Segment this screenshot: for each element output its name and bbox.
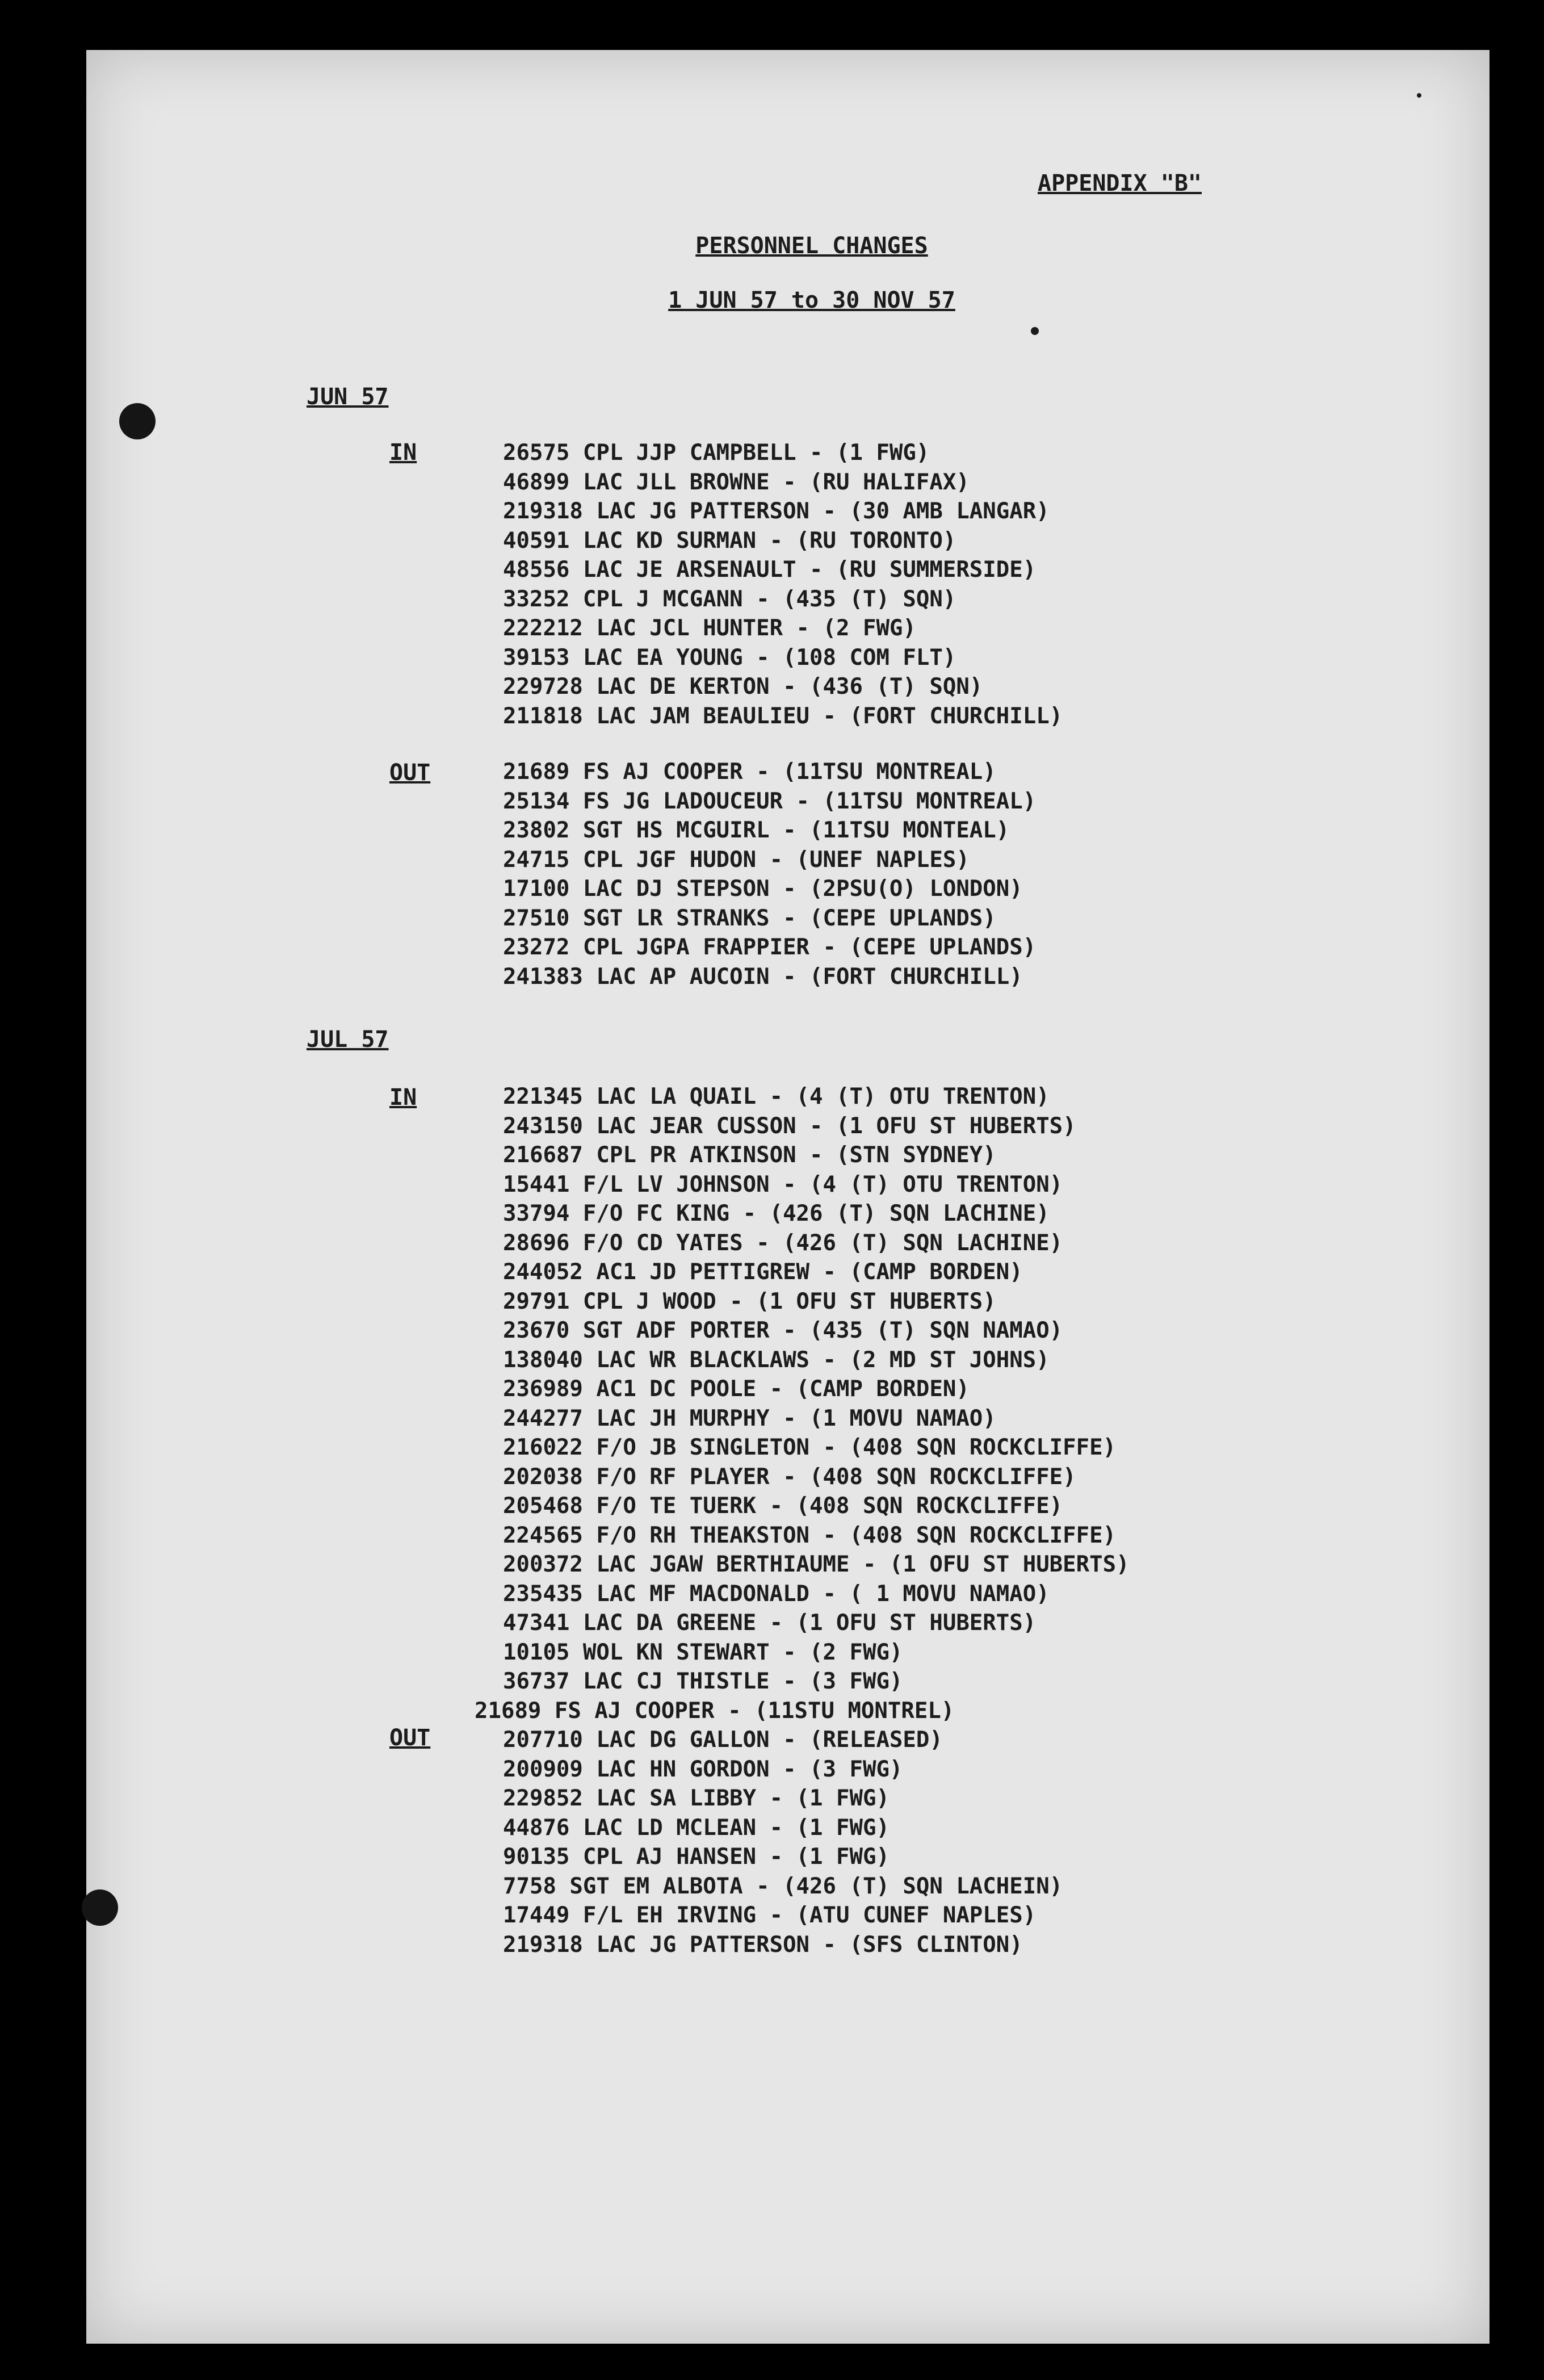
list-item: 39153 LAC EA YOUNG - (108 COM FLT) (503, 644, 956, 671)
document-period: 1 JUN 57 to 30 NOV 57 (668, 287, 955, 313)
document-title: PERSONNEL CHANGES (695, 233, 928, 259)
list-item: 21689 FS AJ COOPER - (11STU MONTREL) (475, 1698, 955, 1724)
list-item: 229728 LAC DE KERTON - (436 (T) SQN) (503, 674, 983, 699)
list-item: 211818 LAC JAM BEAULIEU - (FORT CHURCHILL) (503, 703, 1063, 729)
list-item: 244052 AC1 JD PETTIGREW - (CAMP BORDEN) (503, 1259, 1023, 1285)
list-item: 243150 LAC JEAR CUSSON - (1 OFU ST HUBERTS) (503, 1113, 1076, 1139)
list-item: 28696 F/O CD YATES - (426 (T) SQN LACHINE) (503, 1230, 1063, 1256)
list-item: 221345 LAC LA QUAIL - (4 (T) OTU TRENTON) (503, 1084, 1050, 1109)
list-item: 44876 LAC LD MCLEAN - (1 FWG) (503, 1815, 890, 1841)
list-item: 33252 CPL J MCGANN - (435 (T) SQN) (503, 586, 956, 612)
entry-list-jun-in (503, 438, 1063, 731)
list-item: 15441 F/L LV JOHNSON - (4 (T) OTU TRENTON) (503, 1171, 1063, 1197)
list-item: 26575 CPL JJP CAMPBELL - (1 FWG) (503, 440, 930, 466)
punch-hole-bottom (82, 1889, 118, 1926)
list-item: 205468 F/O TE TUERK - (408 SQN ROCKCLIFFE) (503, 1493, 1063, 1519)
list-item: 36737 LAC CJ THISTLE - (3 FWG) (503, 1669, 903, 1694)
list-item: 33794 F/O FC KING - (426 (T) SQN LACHINE) (503, 1201, 1050, 1226)
list-item: 17449 F/L EH IRVING - (ATU CUNEF NAPLES) (503, 1903, 1037, 1928)
list-item: 235435 LAC MF MACDONALD - ( 1 MOVU NAMAO) (503, 1581, 1050, 1607)
list-item: 216687 CPL PR ATKINSON - (STN SYDNEY) (503, 1142, 996, 1168)
ink-speck (1417, 93, 1421, 98)
list-item: 244277 LAC JH MURPHY - (1 MOVU NAMAO) (503, 1405, 996, 1431)
list-item: 200909 LAC HN GORDON - (3 FWG) (503, 1756, 903, 1782)
list-item: 241383 LAC AP AUCOIN - (FORT CHURCHILL) (503, 963, 1023, 990)
appendix-label: APPENDIX "B" (1038, 170, 1202, 196)
group-label-in: IN (389, 439, 417, 466)
ink-speck (1031, 327, 1039, 335)
list-item: 219318 LAC JG PATTERSON - (30 AMB LANGAR) (503, 498, 1050, 524)
list-item: 219318 LAC JG PATTERSON - (SFS CLINTON) (503, 1931, 1023, 1958)
list-item: 224565 F/O RH THEAKSTON - (408 SQN ROCKCLIFFE) (503, 1522, 1117, 1548)
month-heading-jul: JUL 57 (307, 1026, 389, 1053)
list-item: 48556 LAC JE ARSENAULT - (RU SUMMERSIDE) (503, 557, 1037, 583)
list-item: 46899 LAC JLL BROWNE - (RU HALIFAX) (503, 469, 970, 495)
list-item: 10105 WOL KN STEWART - (2 FWG) (503, 1639, 903, 1665)
list-item: 229852 LAC SA LIBBY - (1 FWG) (503, 1786, 890, 1811)
list-item: 7758 SGT EM ALBOTA - (426 (T) SQN LACHEIN) (503, 1873, 1063, 1899)
entry-list-jul-out (503, 1725, 1063, 1959)
entry-list-jul-in (475, 1082, 1130, 1725)
list-item: 40591 LAC KD SURMAN - (RU TORONTO) (503, 527, 956, 554)
list-item: 207710 LAC DG GALLON - (RELEASED) (503, 1727, 943, 1753)
punch-hole-top (119, 403, 156, 439)
list-item: 25134 FS JG LADOUCEUR - (11TSU MONTREAL) (503, 788, 1037, 814)
entry-list-jun-out (503, 757, 1036, 991)
list-item: 200372 LAC JGAW BERTHIAUME - (1 OFU ST HUBERTS) (503, 1552, 1130, 1577)
list-item: 23272 CPL JGPA FRAPPIER - (CEPE UPLANDS) (503, 935, 1037, 960)
list-item: 23670 SGT ADF PORTER - (435 (T) SQN NAMAO) (503, 1318, 1063, 1343)
list-item: 236989 AC1 DC POOLE - (CAMP BORDEN) (503, 1376, 970, 1402)
list-item: 17100 LAC DJ STEPSON - (2PSU(O) LONDON) (503, 876, 1023, 902)
list-item: 24715 CPL JGF HUDON - (UNEF NAPLES) (503, 847, 970, 873)
list-item: 47341 LAC DA GREENE - (1 OFU ST HUBERTS) (503, 1610, 1037, 1636)
list-item: 27510 SGT LR STRANKS - (CEPE UPLANDS) (503, 905, 996, 931)
list-item: 23802 SGT HS MCGUIRL - (11TSU MONTEAL) (503, 818, 1010, 843)
list-item: 21689 FS AJ COOPER - (11TSU MONTREAL) (503, 759, 996, 785)
list-item: 138040 LAC WR BLACKLAWS - (2 MD ST JOHNS) (503, 1347, 1050, 1373)
group-label-out: OUT (389, 1725, 431, 1751)
month-heading-jun: JUN 57 (307, 384, 389, 410)
group-label-in: IN (389, 1084, 417, 1111)
list-item: 90135 CPL AJ HANSEN - (1 FWG) (503, 1844, 890, 1870)
list-item: 216022 F/O JB SINGLETON - (408 SQN ROCKCLIFFE) (503, 1435, 1117, 1460)
list-item: 222212 LAC JCL HUNTER - (2 FWG) (503, 615, 916, 641)
list-item: 29791 CPL J WOOD - (1 OFU ST HUBERTS) (503, 1288, 996, 1314)
group-label-out: OUT (389, 760, 431, 786)
list-item: 202038 F/O RF PLAYER - (408 SQN ROCKCLIFFE) (503, 1464, 1076, 1490)
